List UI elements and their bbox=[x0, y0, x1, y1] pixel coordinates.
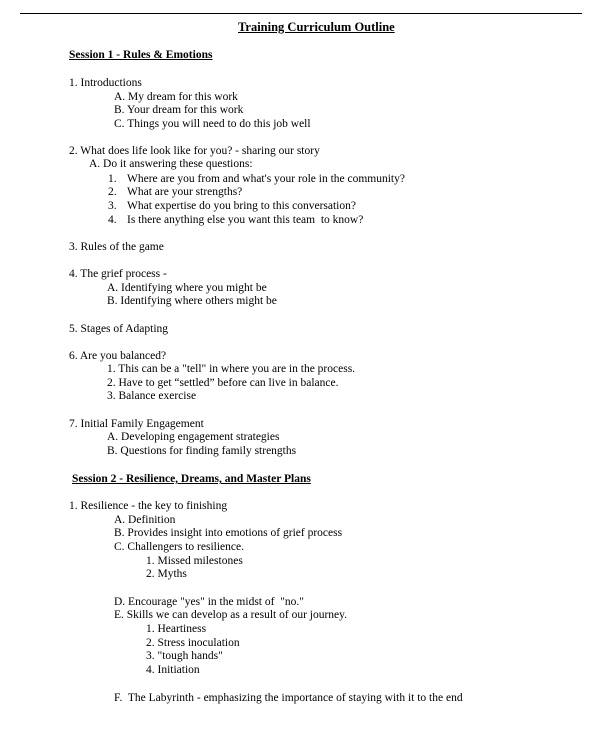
outline-subitem: B. Identifying where others might be bbox=[107, 295, 277, 307]
outline-subitem: B. Your dream for this work bbox=[114, 104, 244, 116]
question-number: 1. bbox=[108, 173, 117, 185]
outline-subitem: F. The Labyrinth - emphasizing the importance of staying with it to the end bbox=[114, 692, 463, 704]
outline-subitem: 1. This can be a "tell" in where you are in the process. bbox=[107, 363, 356, 375]
outline-subitem: B. Questions for finding family strengths bbox=[107, 445, 297, 457]
question-text: Where are you from and what's your role in the community? bbox=[127, 173, 405, 185]
outline-subitem: C. Things you will need to do this job well bbox=[114, 118, 311, 130]
outline-subitem: 3. Balance exercise bbox=[107, 390, 197, 402]
question-text: Is there anything else you want this team to know? bbox=[127, 214, 364, 226]
outline-item-rules: 3. Rules of the game bbox=[69, 241, 164, 253]
outline-subsubitem: 4. Initiation bbox=[146, 664, 200, 676]
outline-item-resilience: 1. Resilience - the key to finishing bbox=[69, 500, 228, 512]
question-number: 2. bbox=[108, 186, 117, 198]
outline-subitem: C. Challengers to resilience. bbox=[114, 541, 244, 553]
outline-subitem: A. Identifying where you might be bbox=[107, 282, 267, 294]
outline-subitem: D. Encourage "yes" in the midst of "no." bbox=[114, 596, 304, 608]
question-text: What are your strengths? bbox=[127, 186, 243, 198]
top-rule bbox=[20, 13, 582, 14]
outline-subitem: A. Developing engagement strategies bbox=[107, 431, 280, 443]
outline-subsubitem: 1. Missed milestones bbox=[146, 555, 243, 567]
outline-subsubitem: 1. Heartiness bbox=[146, 623, 207, 635]
outline-item-introductions: 1. Introductions bbox=[69, 77, 142, 89]
outline-subitem: E. Skills we can develop as a result of our journey. bbox=[114, 609, 348, 621]
outline-item-family: 7. Initial Family Engagement bbox=[69, 418, 204, 430]
document-title: Training Curriculum Outline bbox=[238, 20, 395, 34]
outline-subitem: 2. Have to get “settled” before can live in balance. bbox=[107, 377, 339, 389]
outline-subitem: A. My dream for this work bbox=[114, 91, 238, 103]
session-2-heading: Session 2 - Resilience, Dreams, and Master Plans bbox=[72, 473, 311, 485]
outline-subitem: B. Provides insight into emotions of grief process bbox=[114, 527, 343, 539]
question-text: What expertise do you bring to this conversation? bbox=[127, 200, 356, 212]
outline-item-balanced: 6. Are you balanced? bbox=[69, 350, 167, 362]
question-number: 3. bbox=[108, 200, 117, 212]
outline-subitem: A. Do it answering these questions: bbox=[89, 158, 253, 170]
outline-subsubitem: 2. Myths bbox=[146, 568, 187, 580]
question-number: 4. bbox=[108, 214, 117, 226]
outline-subsubitem: 3. "tough hands" bbox=[146, 650, 223, 662]
outline-item-grief: 4. The grief process - bbox=[69, 268, 167, 280]
outline-item-stages: 5. Stages of Adapting bbox=[69, 323, 169, 335]
outline-subsubitem: 2. Stress inoculation bbox=[146, 637, 240, 649]
outline-subitem: A. Definition bbox=[114, 514, 176, 526]
session-1-heading: Session 1 - Rules & Emotions bbox=[69, 49, 213, 61]
outline-item-life: 2. What does life look like for you? - sharing our story bbox=[69, 145, 320, 157]
